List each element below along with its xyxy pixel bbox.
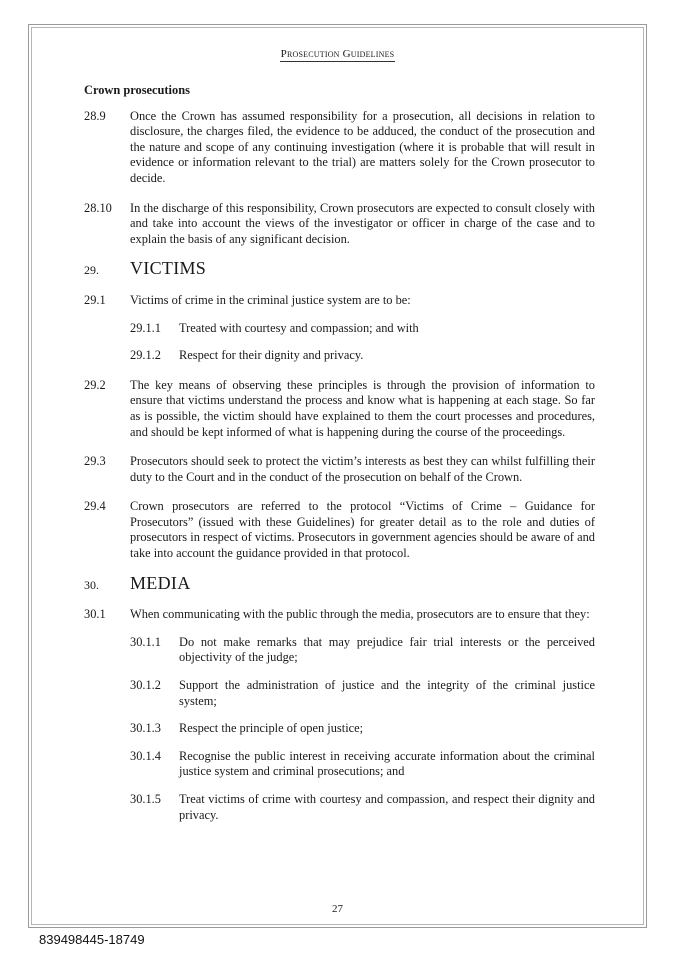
subparagraph-text: Respect for their dignity and privacy. xyxy=(179,348,364,363)
subparagraph xyxy=(130,678,595,709)
section-title: VICTIMS xyxy=(130,258,207,279)
paragraph-text: Crown prosecutors are referred to the protocol “Victims of Crime – Guidance for Prosecutors” (issued with these Guidelines) for greater detail as to the role and duties of prosecutors in respect of victims. Prosecutors in government agencies should be aware of and take into account the guidance provided in that protocol. xyxy=(130,499,595,561)
document-body xyxy=(84,83,595,835)
subparagraph-number: 30.1.1 xyxy=(130,634,161,649)
paragraph-text: Once the Crown has assumed responsibility for a prosecution, all decisions in relation to disclosure, the charges filed, the evidence to be adduced, the conduct of the prosecution and the nature and scope of any continuing investigation (where it is probable that will result in evidence or information relevant to the trial) are matters solely for the Crown prosecutor to decide. xyxy=(130,108,595,185)
subparagraph xyxy=(130,721,595,737)
section-heading xyxy=(84,258,595,279)
paragraph-number: 29.4 xyxy=(84,499,106,514)
subparagraph-number: 30.1.5 xyxy=(130,792,161,806)
paragraph-text: The key means of observing these principles is through the provision of information to ensure that victims understand the process and know what is happening at each stage. So far as is possible, the victim should have explained to them the court processes and procedures, and should be kept informed of what is happening during the course of the proceedings. xyxy=(130,377,595,439)
paragraph xyxy=(84,607,595,623)
subparagraph xyxy=(130,749,595,780)
subparagraph-number: 29.1.2 xyxy=(130,348,161,363)
running-header xyxy=(0,44,675,62)
paragraph-number: 28.9 xyxy=(84,108,106,123)
paragraph xyxy=(84,454,595,485)
paragraph-number: 29.1 xyxy=(84,292,106,307)
paragraph-number: 30.1 xyxy=(84,607,106,622)
paragraph xyxy=(84,109,595,187)
paragraph-number: 29.3 xyxy=(84,454,106,469)
subparagraph xyxy=(130,321,595,337)
subparagraph-number: 30.1.3 xyxy=(130,721,161,736)
paragraph-text: Prosecutors should seek to protect the victim’s interests as best they can whilst fulfilling their duty to the Court and in the conduct of the prosecution on behalf of the Crown. xyxy=(130,454,595,484)
paragraph xyxy=(84,201,595,248)
page-number: 27 xyxy=(332,903,343,915)
paragraph xyxy=(84,378,595,440)
subparagraph-text: Recognise the public interest in receiving accurate information about the criminal justice system and criminal prosecutions; and xyxy=(179,748,595,779)
document-id: 839498445-18749 xyxy=(39,932,145,947)
subparagraph xyxy=(130,792,595,823)
section-number: 29. xyxy=(84,263,99,278)
subheading: Crown prosecutions xyxy=(84,83,190,97)
paragraph-number: 28.10 xyxy=(84,200,112,215)
paragraph-text: When communicating with the public through the media, prosecutors are to ensure that they: xyxy=(130,607,590,622)
paragraph-number: 29.2 xyxy=(84,377,106,392)
subparagraph-number: 29.1.1 xyxy=(130,320,161,335)
paragraph xyxy=(84,499,595,561)
section-number: 30. xyxy=(84,577,99,592)
section-title: MEDIA xyxy=(130,572,191,593)
subparagraph xyxy=(130,348,595,364)
paragraph-text: Victims of crime in the criminal justice system are to be: xyxy=(130,292,411,307)
subparagraph xyxy=(130,635,595,666)
section-heading xyxy=(84,572,595,594)
subparagraph-text: Respect the principle of open justice; xyxy=(179,721,364,736)
subparagraph-text: Do not make remarks that may prejudice fair trial interests or the perceived objectivity of the judge; xyxy=(179,634,595,665)
subparagraph-text: Treat victims of crime with courtesy and compassion, and respect their dignity and privacy. xyxy=(179,792,595,822)
header-title: Prosecution Guidelines xyxy=(280,48,395,60)
paragraph xyxy=(84,293,595,309)
subparagraph-text: Support the administration of justice and the integrity of the criminal justice system; xyxy=(179,678,595,708)
subparagraph-number: 30.1.2 xyxy=(130,678,161,693)
subparagraph-text: Treated with courtesy and compassion; and with xyxy=(179,320,419,335)
paragraph-text: In the discharge of this responsibility, Crown prosecutors are expected to consult closely with and take into account the views of the investigator or officer in charge of the case and to explain the basis of any significant decision. xyxy=(130,200,595,246)
subparagraph-number: 30.1.4 xyxy=(130,748,161,763)
